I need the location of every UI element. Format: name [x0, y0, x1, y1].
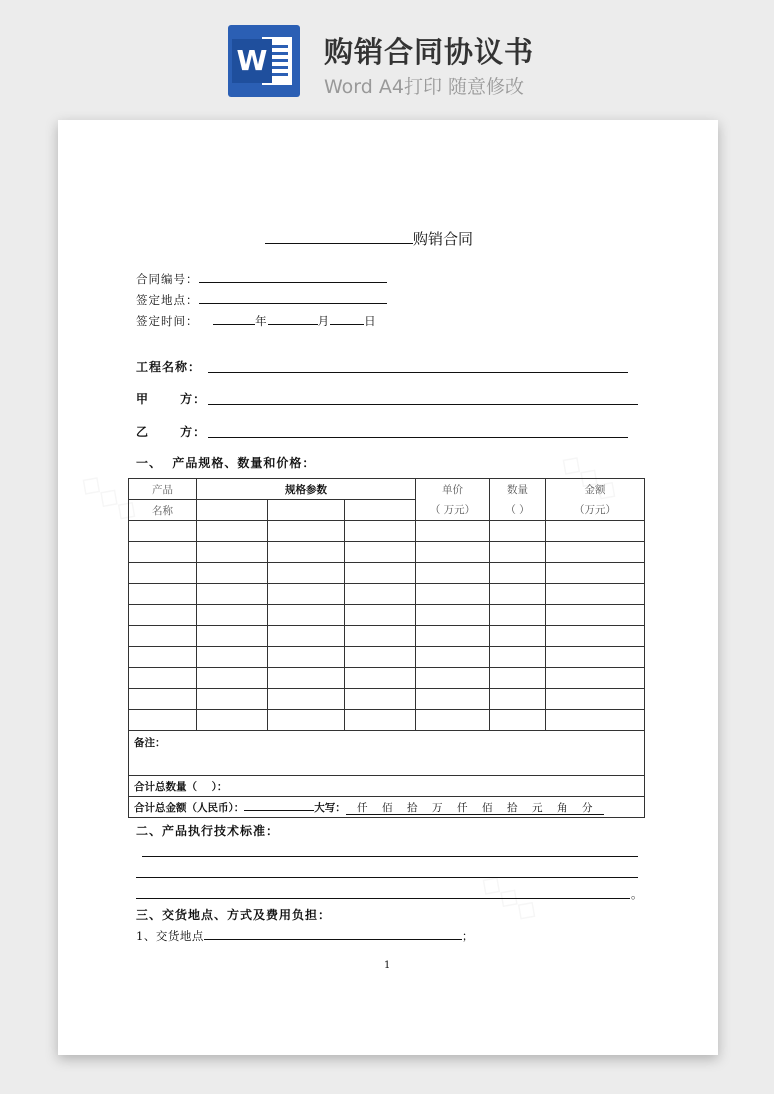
table-cell[interactable] — [345, 605, 416, 626]
table-cell[interactable] — [129, 605, 197, 626]
day-label: 日 — [364, 314, 377, 328]
delivery-place-row — [136, 927, 474, 944]
table-cell[interactable] — [416, 626, 490, 647]
capital-unit: 角 — [557, 801, 568, 814]
delivery-place-field[interactable] — [204, 927, 462, 940]
standard-line-3[interactable] — [136, 898, 630, 899]
table-cell[interactable] — [490, 647, 546, 668]
sign-place-label: 签定地点： — [136, 293, 199, 307]
table-cell[interactable] — [490, 689, 546, 710]
semicolon: ； — [461, 929, 474, 943]
remark-label: 备注： — [134, 737, 166, 749]
year-label: 年 — [255, 314, 268, 328]
table-cell[interactable] — [197, 521, 268, 542]
word-icon-letter: W — [232, 39, 272, 83]
table-row — [129, 668, 645, 689]
capital-unit: 拾 — [507, 801, 518, 814]
capital-units[interactable] — [346, 802, 604, 815]
table-cell[interactable] — [546, 626, 645, 647]
table-cell[interactable] — [546, 584, 645, 605]
section-2-heading: 二、产品执行技术标准： — [136, 824, 280, 838]
table-cell[interactable] — [416, 584, 490, 605]
party-a-field[interactable] — [208, 404, 638, 405]
table-cell[interactable] — [129, 710, 197, 731]
period: 。 — [631, 887, 644, 901]
capital-unit: 仟 — [457, 801, 468, 814]
capital-unit: 佰 — [482, 801, 493, 814]
table-cell[interactable] — [345, 626, 416, 647]
product-table — [128, 478, 644, 818]
table-cell[interactable] — [490, 710, 546, 731]
table-cell[interactable] — [546, 668, 645, 689]
table-cell[interactable] — [197, 647, 268, 668]
table-cell[interactable] — [345, 584, 416, 605]
project-name-label: 工程名称： — [136, 360, 202, 374]
capital-unit: 拾 — [407, 801, 418, 814]
party-b-label: 乙 方： — [136, 425, 207, 439]
document-page — [58, 120, 718, 1055]
table-cell[interactable] — [345, 647, 416, 668]
table-row — [129, 710, 645, 731]
project-name-field[interactable] — [208, 372, 628, 373]
table-cell[interactable] — [546, 521, 645, 542]
sign-place-row — [136, 291, 387, 308]
table-cell[interactable] — [490, 668, 546, 689]
table-cell[interactable] — [546, 605, 645, 626]
sign-place-field[interactable] — [199, 291, 387, 304]
party-b-field[interactable] — [208, 437, 628, 438]
spec-sub-cell[interactable] — [268, 500, 345, 521]
banner-title: 购销合同协议书 — [324, 35, 535, 69]
word-icon — [228, 25, 300, 97]
table-cell[interactable] — [268, 563, 345, 584]
month-field[interactable] — [268, 312, 318, 325]
contract-title-text: 购销合同 — [413, 230, 474, 248]
standard-line-2[interactable] — [136, 877, 638, 878]
banner-subtitle: Word A4打印 随意修改 — [324, 76, 525, 98]
table-cell[interactable] — [197, 584, 268, 605]
table-cell[interactable] — [416, 668, 490, 689]
total-amount-field[interactable] — [244, 800, 314, 811]
table-cell[interactable] — [416, 689, 490, 710]
col-spec-header: 规格参数 — [197, 479, 416, 500]
capital-unit: 佰 — [382, 801, 393, 814]
table-cell[interactable] — [129, 542, 197, 563]
table-cell[interactable] — [129, 647, 197, 668]
table-cell[interactable] — [268, 647, 345, 668]
table-cell[interactable] — [197, 542, 268, 563]
table-cell[interactable] — [345, 668, 416, 689]
table-cell[interactable] — [197, 605, 268, 626]
table-cell[interactable] — [345, 521, 416, 542]
table-cell[interactable] — [345, 689, 416, 710]
total-qty-label: 合计总数量（ ）： — [134, 780, 228, 793]
table-row — [129, 689, 645, 710]
table-cell[interactable] — [416, 521, 490, 542]
sign-time-row — [136, 312, 377, 329]
table-cell[interactable] — [197, 668, 268, 689]
table-cell[interactable] — [416, 605, 490, 626]
table-cell[interactable] — [129, 689, 197, 710]
contract-no-label: 合同编号： — [136, 272, 199, 286]
col-qty-line2: （ ） — [490, 500, 546, 521]
title-blank[interactable] — [265, 231, 413, 244]
table-row — [129, 542, 645, 563]
table-cell[interactable] — [129, 521, 197, 542]
table-row — [129, 647, 645, 668]
total-amount-label: 合计总金额（人民币）： — [134, 801, 245, 814]
table-cell[interactable] — [197, 689, 268, 710]
table-cell[interactable] — [416, 542, 490, 563]
table-cell[interactable] — [197, 563, 268, 584]
col-product-line2: 名称 — [129, 500, 197, 521]
table-cell[interactable] — [546, 689, 645, 710]
sign-time-label: 签定时间： — [136, 314, 199, 328]
standard-line-1[interactable] — [142, 856, 638, 857]
table-cell[interactable] — [416, 563, 490, 584]
contract-title — [265, 228, 473, 249]
table-cell[interactable] — [546, 647, 645, 668]
capital-unit: 仟 — [357, 801, 368, 814]
capital-unit: 万 — [432, 801, 443, 814]
table-cell[interactable] — [268, 710, 345, 731]
table-cell[interactable] — [490, 626, 546, 647]
day-field[interactable] — [330, 312, 364, 325]
col-amount-line1: 金额 — [546, 479, 645, 500]
col-qty-line1: 数量 — [490, 479, 546, 500]
table-cell[interactable] — [546, 542, 645, 563]
party-a-label: 甲 方： — [136, 392, 207, 406]
table-cell[interactable] — [268, 605, 345, 626]
capital-unit: 分 — [582, 801, 593, 814]
table-cell[interactable] — [197, 626, 268, 647]
col-amount-line2: （万元） — [546, 500, 645, 521]
table-row — [129, 584, 645, 605]
table-body — [129, 521, 645, 731]
section-1-heading: 一、 产品规格、数量和价格： — [136, 456, 316, 470]
table-cell[interactable] — [129, 626, 197, 647]
table-cell[interactable] — [129, 584, 197, 605]
table-cell[interactable] — [345, 563, 416, 584]
table-cell[interactable] — [490, 605, 546, 626]
year-field[interactable] — [213, 312, 255, 325]
table-cell[interactable] — [268, 584, 345, 605]
spec-sub-cell[interactable] — [345, 500, 416, 521]
total-qty-cell[interactable] — [129, 776, 645, 797]
table-cell[interactable] — [268, 626, 345, 647]
table-cell[interactable] — [345, 542, 416, 563]
table-cell[interactable] — [546, 710, 645, 731]
table-cell[interactable] — [546, 563, 645, 584]
table-cell[interactable] — [268, 521, 345, 542]
table-cell[interactable] — [416, 710, 490, 731]
table-cell[interactable] — [268, 542, 345, 563]
table-cell[interactable] — [268, 689, 345, 710]
table-row — [129, 563, 645, 584]
delivery-place-label: 1、交货地点 — [136, 929, 204, 943]
table-row — [129, 521, 645, 542]
month-label: 月 — [317, 314, 331, 328]
capital-unit: 元 — [532, 801, 543, 814]
table-cell[interactable] — [129, 668, 197, 689]
col-price-line2: （ 万元） — [416, 500, 490, 521]
table-cell[interactable] — [490, 563, 546, 584]
col-price-line1: 单价 — [416, 479, 490, 500]
table-cell[interactable] — [490, 584, 546, 605]
table-cell[interactable] — [345, 710, 416, 731]
table-cell[interactable] — [197, 710, 268, 731]
table-cell[interactable] — [129, 563, 197, 584]
total-amount-cell[interactable] — [129, 797, 645, 818]
table-cell[interactable] — [268, 668, 345, 689]
contract-no-row — [136, 270, 387, 287]
table-cell[interactable] — [490, 521, 546, 542]
table-cell[interactable] — [416, 647, 490, 668]
watermark — [474, 864, 546, 928]
table-row — [129, 626, 645, 647]
contract-no-field[interactable] — [199, 270, 387, 283]
spec-sub-cell[interactable] — [197, 500, 268, 521]
capital-label: 大写： — [314, 801, 346, 814]
table-row — [129, 605, 645, 626]
section-3-heading: 三、交货地点、方式及费用负担： — [136, 908, 332, 922]
page-number: 1 — [384, 960, 391, 971]
header-banner — [0, 0, 774, 110]
col-product-line1: 产品 — [129, 479, 197, 500]
remark-cell[interactable] — [129, 731, 645, 776]
table-cell[interactable] — [490, 542, 546, 563]
